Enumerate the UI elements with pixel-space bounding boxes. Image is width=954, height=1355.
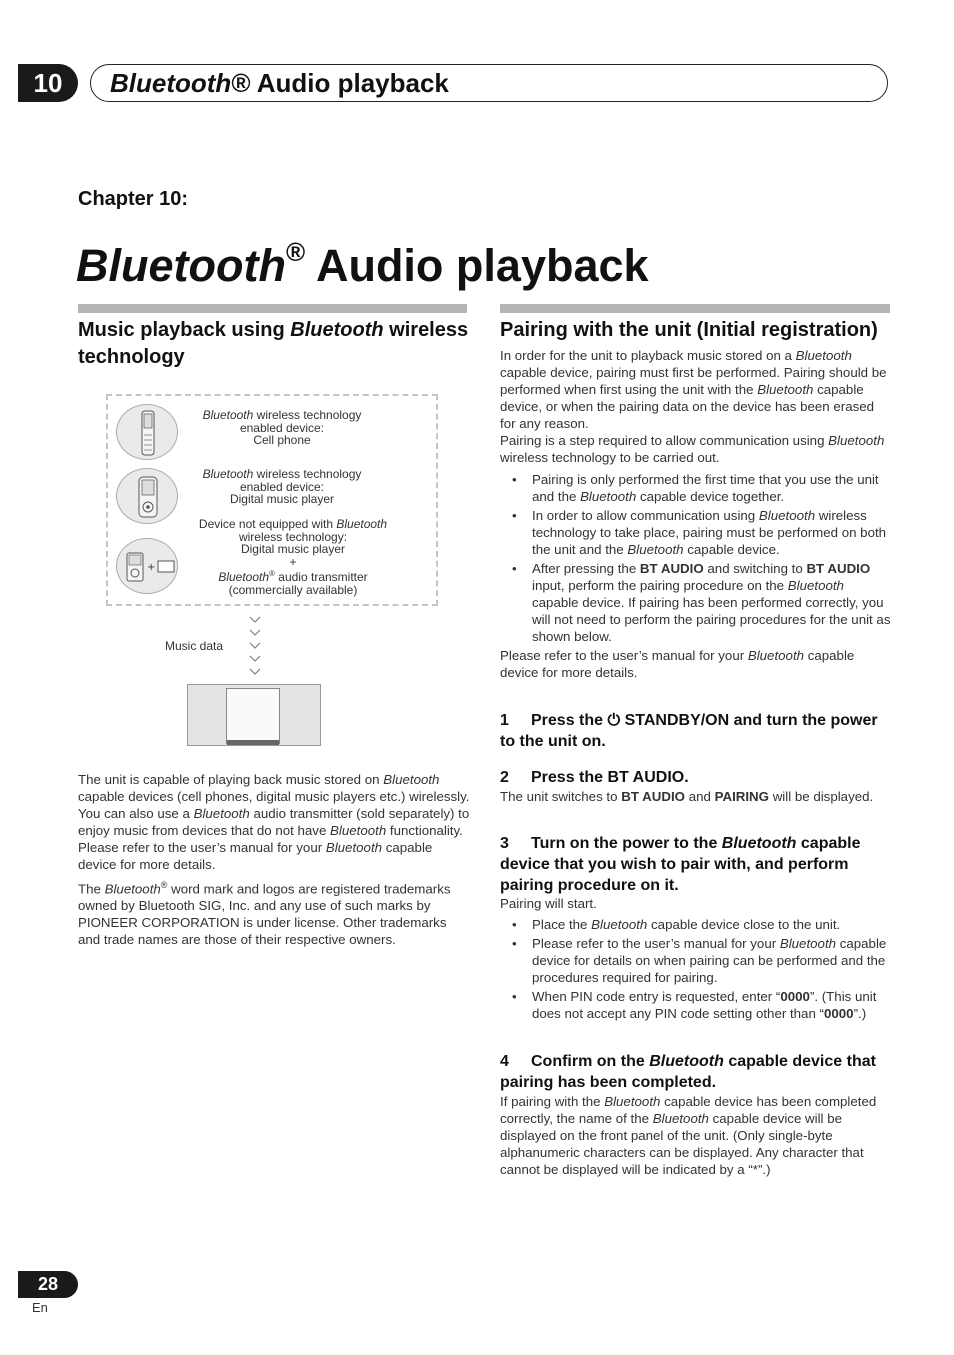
section-divider-right xyxy=(500,304,890,313)
step-3-body: Pairing will start. • Place the Bluetooth capable device close to the unit. • Please refer to the user’s manual for your Bluetooth capable device for details on when pairing can be performed and the procedures required for pairing. • When PIN code entry is requested, enter “0000”. (This unit does not accept any PIN code setting other than “0000”.) xyxy=(500,895,892,1024)
list-item: • Place the Bluetooth capable device close to the unit. xyxy=(500,916,892,933)
stereo-unit-tray xyxy=(227,740,279,745)
list-item: • Please refer to the user’s manual for your Bluetooth capable device for details on when pairing can be performed and the procedures required for pairing. xyxy=(500,935,892,986)
step-4-heading: 4 Confirm on the Bluetooth capable device that pairing has been completed. xyxy=(500,1053,876,1091)
chapter-label: Chapter 10: xyxy=(78,188,189,210)
section-heading-music-playback: Music playback using Bluetooth wireless technology xyxy=(78,319,469,368)
device2-description: Bluetooth wireless technology enabled device: Digital music player xyxy=(202,467,362,506)
device1-description: Bluetooth wireless technology enabled device: Cell phone xyxy=(202,408,362,447)
list-item: • After pressing the BT AUDIO and switching to BT AUDIO input, perform the pairing procedure on the Bluetooth capable device. If pairing has been performed correctly, you will not need to perform the pairing procedures for the unit as shown below. xyxy=(500,560,892,645)
svg-text:+: + xyxy=(147,562,156,573)
step-4-body: If pairing with the Bluetooth capable device has been completed correctly, the name of the Bluetooth capable device will be displayed on the front panel of the unit. (Only single-byte alphanumeric characters can be displayed. Any character that cannot be displayed will be indicated by a “*”.) xyxy=(500,1094,877,1177)
refer-manual-note: Please refer to the user’s manual for your Bluetooth capable device for more details. xyxy=(500,648,855,680)
step-2-heading: 2 Press the BT AUDIO. xyxy=(500,769,689,786)
chapter-number-badge: 10 xyxy=(18,64,78,102)
music-player-icon xyxy=(116,468,178,524)
list-item: • In order to allow communication using Bluetooth wireless technology to take place, pairing must be performed on both the unit and the Bluetooth capable device. xyxy=(500,507,892,558)
cell-phone-icon xyxy=(116,404,178,460)
power-icon: ⏻ xyxy=(607,712,621,729)
section-divider-left xyxy=(78,304,467,313)
page-number: 28 xyxy=(18,1271,78,1298)
section-heading-pairing: Pairing with the unit (Initial registration) xyxy=(500,319,878,341)
pairing-intro xyxy=(500,347,892,681)
step-1-heading: 1 Press the ⏻ STANDBY/ON and turn the power to the unit on. xyxy=(500,712,878,750)
list-item: • Pairing is only performed the first time that you use the unit and the Bluetooth capable device together. xyxy=(500,471,892,505)
device3-description: Device not equipped with Bluetooth wireless technology: Digital music player + Bluetooth® audio transmitter (commercially available) xyxy=(198,517,388,597)
step-3-notes-list xyxy=(500,916,892,1022)
stereo-unit-front-panel xyxy=(226,688,280,744)
player-with-transmitter-icon xyxy=(116,538,178,594)
language-code: En xyxy=(32,1300,48,1315)
step-2-body: The unit switches to BT AUDIO and PAIRING will be displayed. xyxy=(500,789,874,804)
step-3-heading: 3 Turn on the power to the Bluetooth capable device that you wish to pair with, and perform pairing procedure on it. xyxy=(500,835,861,894)
list-item: • When PIN code entry is requested, enter “0000”. (This unit does not accept any PIN code setting other than “0000”.) xyxy=(500,988,892,1022)
music-data-label: Music data xyxy=(165,639,224,653)
intro-paragraph: The unit is capable of playing back music stored on Bluetooth capable devices (cell phones, digital music players etc.) wirelessly. You can also use a Bluetooth audio transmitter (sold separately) to enjoy music from devices that do not have Bluetooth functionality. Please refer to the user’s manual for your Bluetooth capable device for more details. xyxy=(78,772,470,872)
music-data-arrows xyxy=(247,614,263,680)
pairing-intro-paragraph-1: In order for the unit to playback music stored on a Bluetooth capable device, pairing must first be performed. Pairing should be performed when first using the unit with the Bluetooth capable device, or when the pairing data on the device has been erased for any reason. xyxy=(500,348,887,431)
trademark-paragraph: The Bluetooth® word mark and logos are registered trademarks owned by Bluetooth SIG, Inc. and any use of such marks by PIONEER CORPORATION is under license. Other trademarks and trade names are those of their respective owners. xyxy=(78,880,451,948)
page-title: Bluetooth® Audio playback xyxy=(76,237,649,291)
pairing-notes-list xyxy=(500,471,892,645)
chapter-header-title: Bluetooth® Audio playback xyxy=(110,68,449,98)
pairing-intro-paragraph-2: Pairing is a step required to allow communication using Bluetooth wireless technology to be carried out. xyxy=(500,433,885,465)
